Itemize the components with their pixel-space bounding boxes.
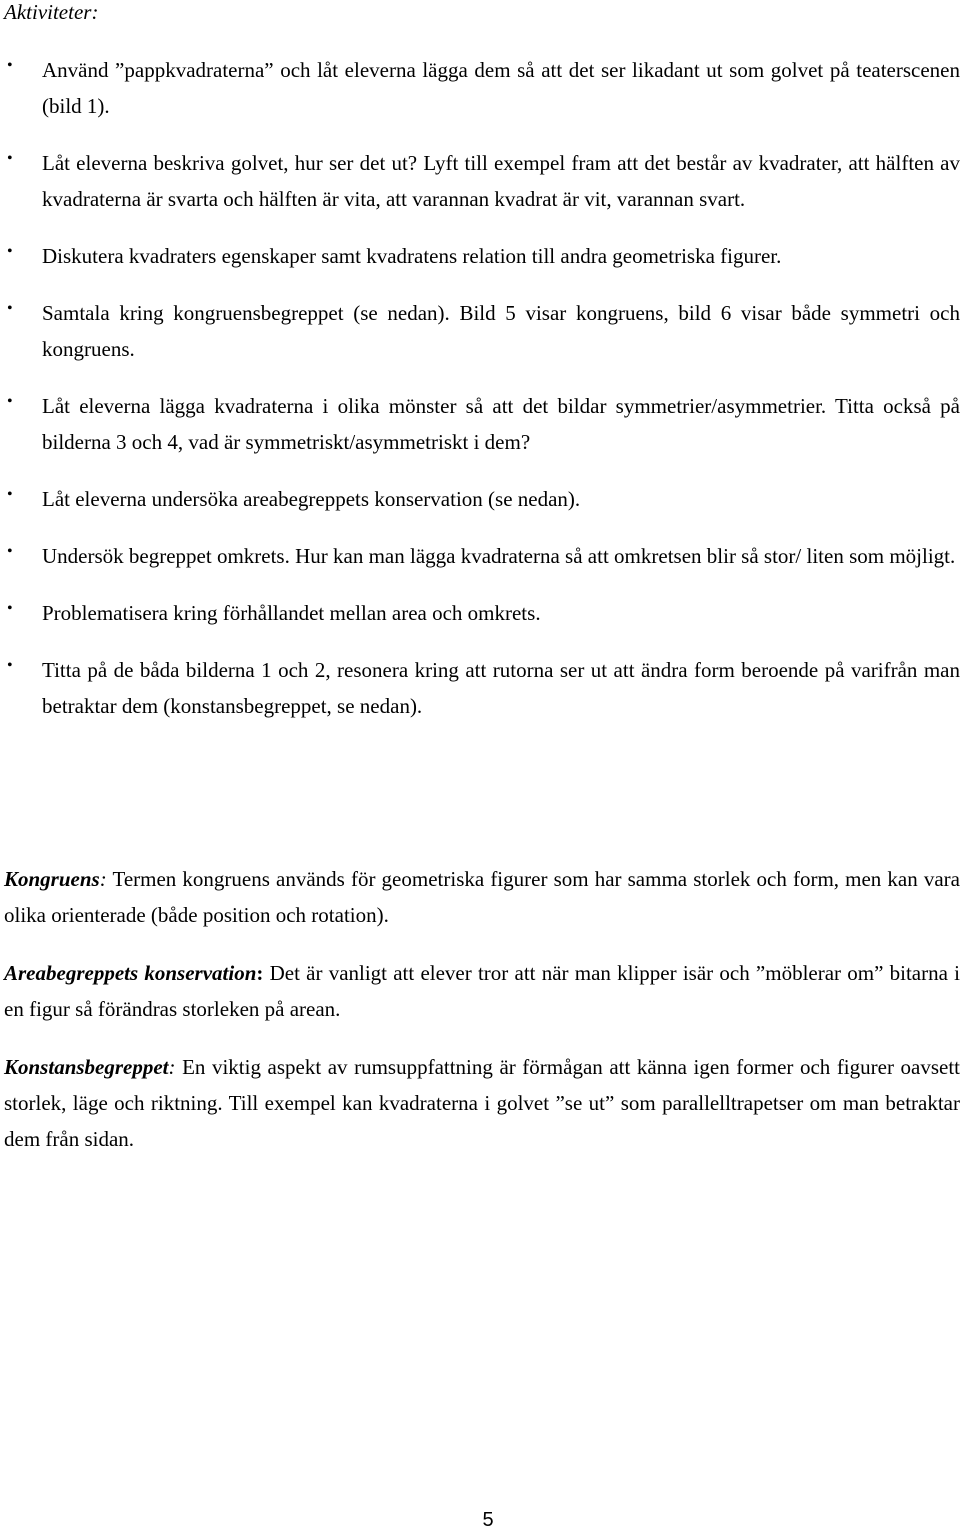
list-item: [0, 595, 960, 631]
list-item-text: Undersök begreppet omkrets. Hur kan man lägga kvadraterna så att omkretsen blir så stor/ liten som möjligt.: [42, 544, 956, 568]
bullet-icon: •: [7, 657, 13, 674]
definition-term: Kongruens: [4, 867, 100, 891]
list-item-text: Låt eleverna undersöka areabegreppets konservation (se nedan).: [42, 487, 581, 511]
list-item-text: Låt eleverna lägga kvadraterna i olika mönster så att det bildar symmetrier/asymmetrier. Titta också på bilderna 3 och 4, vad är symmetriskt/asymmetriskt i dem?: [42, 394, 960, 454]
definition-areabegreppets-konservation: [4, 955, 960, 1027]
list-item: [0, 538, 960, 574]
list-item: [0, 481, 960, 517]
list-item-text: Problematisera kring förhållandet mellan area och omkrets.: [42, 601, 541, 625]
bullet-icon: •: [7, 243, 13, 260]
definition-colon: :: [256, 961, 264, 985]
list-item-text: Diskutera kvadraters egenskaper samt kvadratens relation till andra geometriska figurer.: [42, 244, 782, 268]
definition-kongruens: [4, 861, 960, 933]
list-item: [0, 295, 960, 367]
bullet-icon: •: [7, 57, 13, 74]
list-item: [0, 52, 960, 124]
bullet-icon: •: [7, 486, 13, 503]
definition-text: Termen kongruens används för geometriska figurer som har samma storlek och form, men kan vara olika orienterade (både position och rotation).: [4, 867, 960, 927]
definition-colon: :: [99, 867, 107, 891]
activities-list: [0, 52, 960, 745]
list-item: [0, 652, 960, 724]
list-item-text: Samtala kring kongruensbegreppet (se nedan). Bild 5 visar kongruens, bild 6 visar både symmetri och kongruens.: [42, 301, 960, 361]
definition-colon: :: [168, 1055, 176, 1079]
page-number: 5: [482, 1509, 494, 1531]
bullet-icon: •: [7, 300, 13, 317]
list-item: [0, 388, 960, 460]
definition-term: Konstansbegreppet: [4, 1055, 169, 1079]
definitions-section: [4, 861, 960, 1179]
list-item-text: Titta på de båda bilderna 1 och 2, resonera kring att rutorna ser ut att ändra form beroende på varifrån man betraktar dem (konstansbegreppet, se nedan).: [42, 658, 960, 718]
bullet-icon: •: [7, 600, 13, 617]
bullet-icon: •: [7, 393, 13, 410]
bullet-icon: •: [7, 543, 13, 560]
list-item-text: Låt eleverna beskriva golvet, hur ser det ut? Lyft till exempel fram att det består av kvadrater, att hälften av kvadraterna är svarta och hälften är vita, att varannan kvadrat är vit, varannan svart.: [42, 151, 960, 211]
list-item-text: Använd ”pappkvadraterna” och låt eleverna lägga dem så att det ser likadant ut som golvet på teaterscenen (bild 1).: [42, 58, 960, 118]
bullet-icon: •: [7, 150, 13, 167]
list-item: [0, 238, 960, 274]
definition-text: En viktig aspekt av rumsuppfattning är förmågan att känna igen former och figurer oavsett storlek, läge och riktning. Till exempel kan kvadraterna i golvet ”se ut” som parallelltrapetser om man betraktar dem från sidan.: [4, 1055, 960, 1151]
section-heading: Aktiviteter:: [4, 0, 99, 24]
definition-konstansbegreppet: [4, 1049, 960, 1157]
list-item: [0, 145, 960, 217]
definition-term: Areabegreppets konservation: [4, 961, 257, 985]
definition-text: Det är vanligt att elever tror att när man klipper isär och ”möblerar om” bitarna i en figur så förändras storleken på arean.: [4, 961, 960, 1021]
